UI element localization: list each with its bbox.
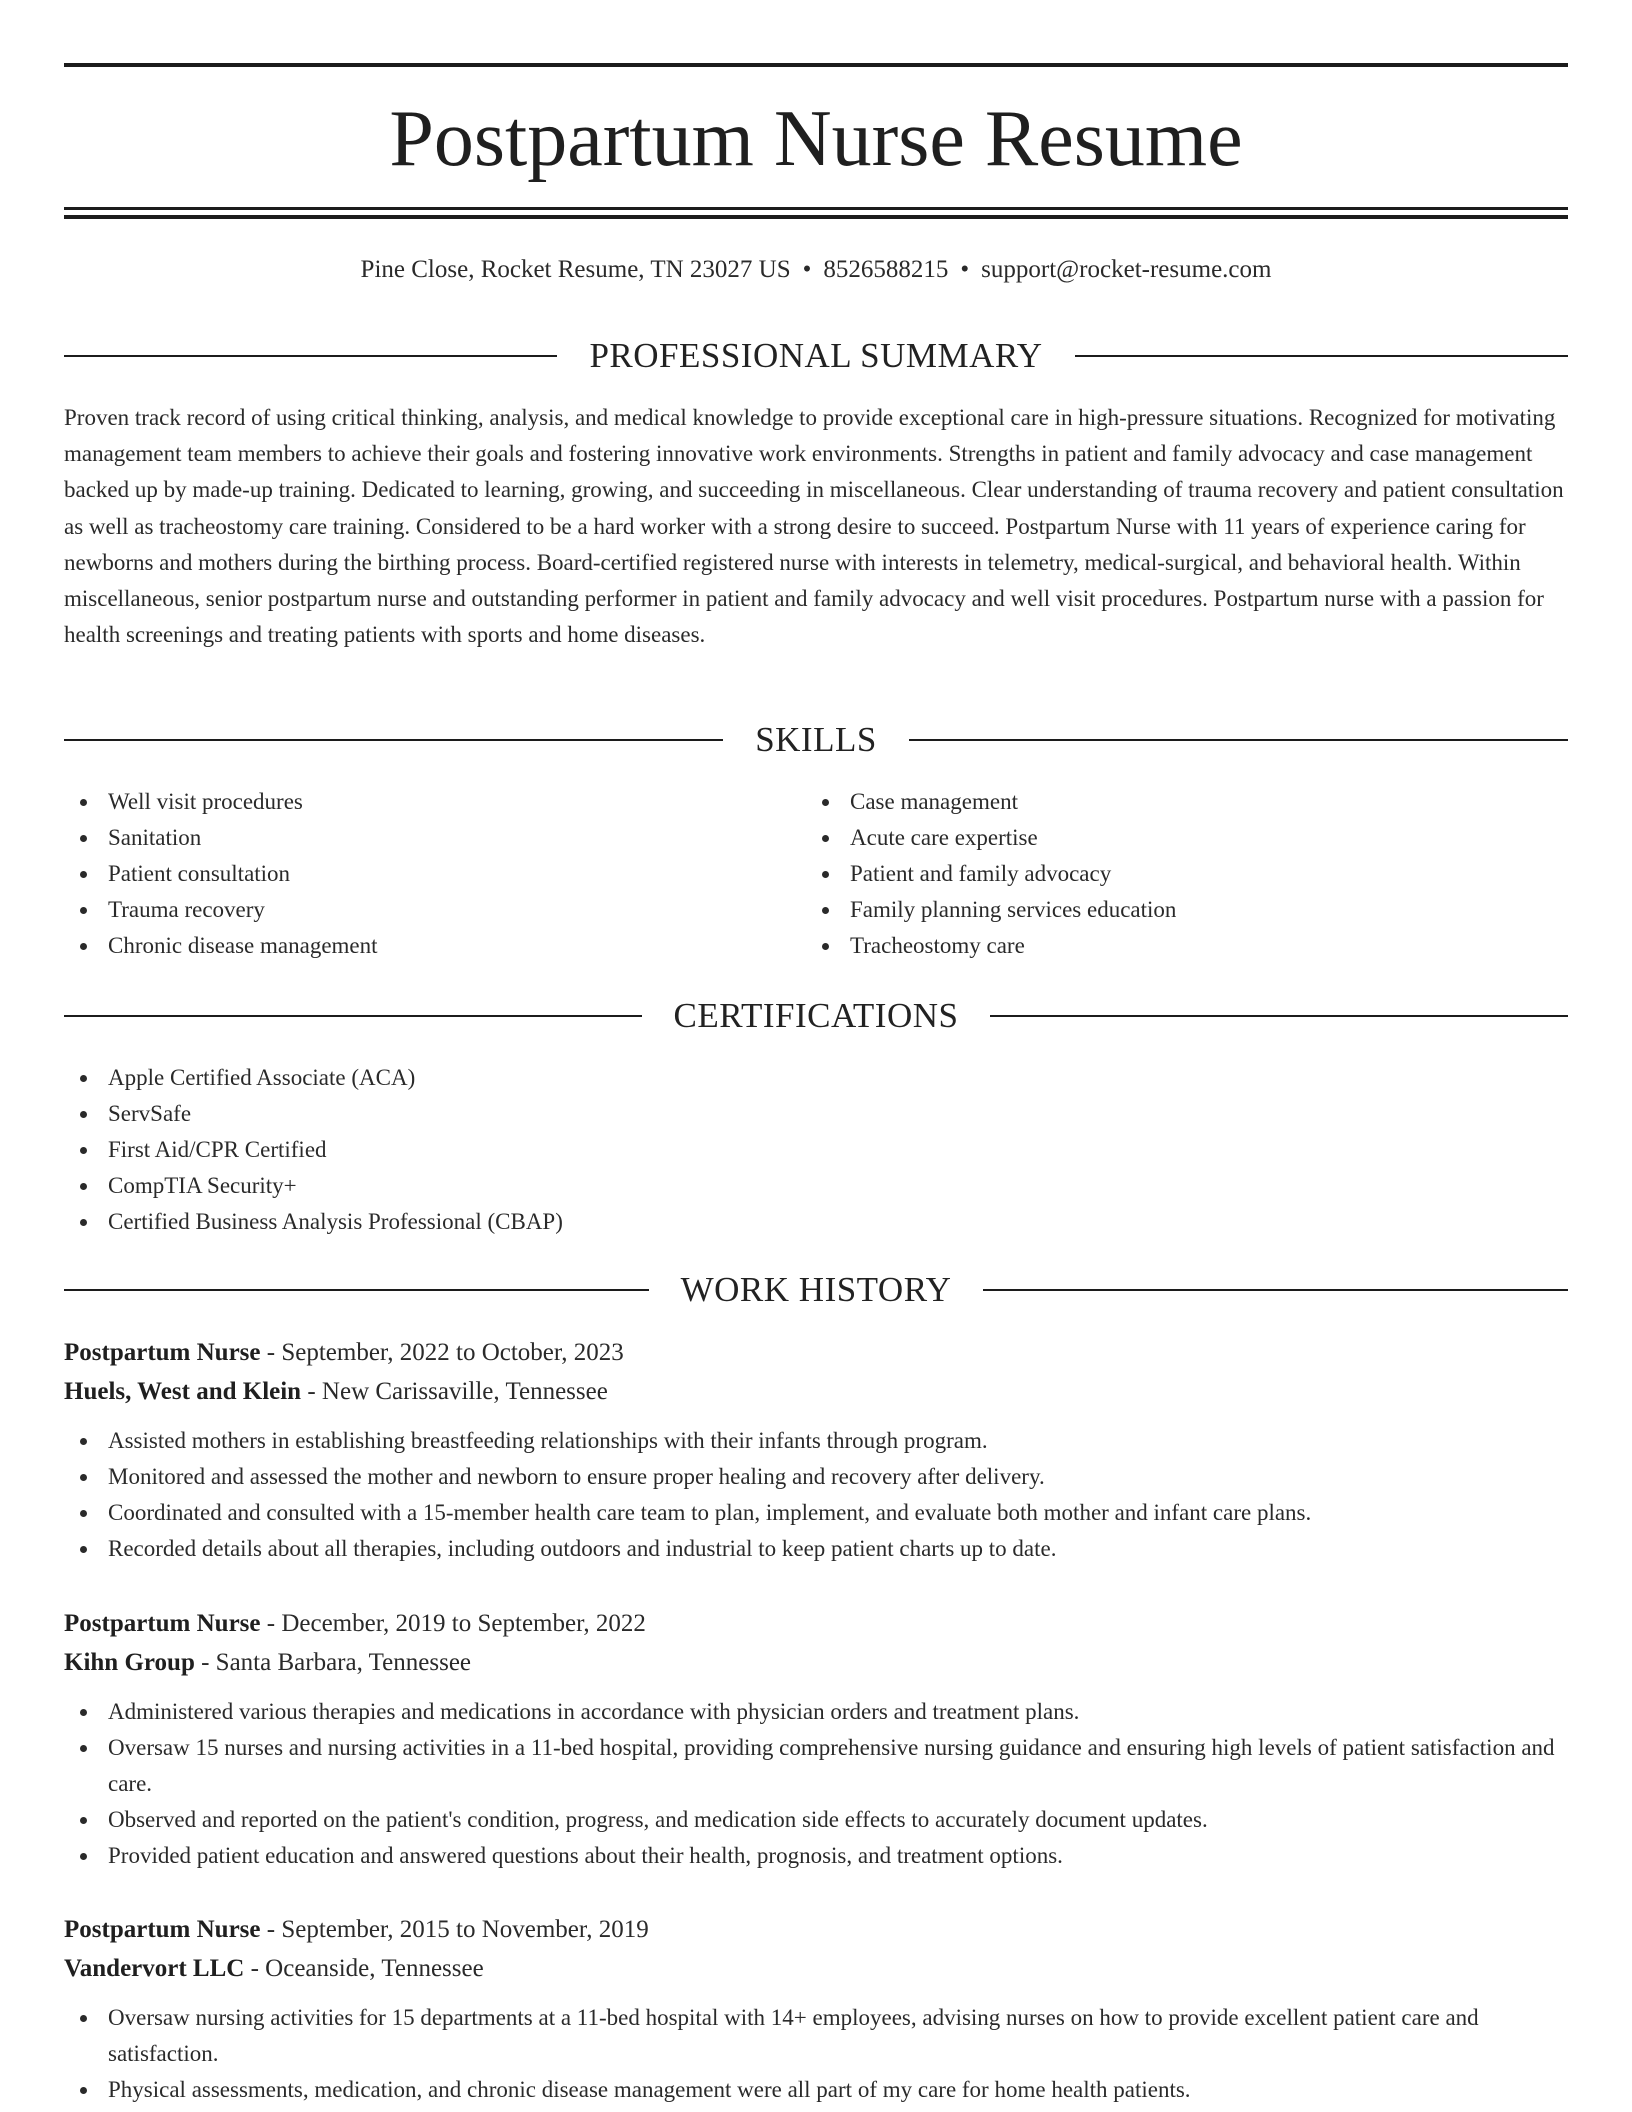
job-location: - Oceanside, Tennessee <box>244 1955 484 1982</box>
title-double-rule-upper <box>64 207 1568 210</box>
job-entry <box>64 1914 1568 2108</box>
job-duty: Assisted mothers in establishing breastfeeding relationships with their infants through program. <box>64 1423 1568 1459</box>
skill-item: Patient and family advocacy <box>806 856 1548 892</box>
skill-item: Well visit procedures <box>64 784 806 820</box>
job-company-line <box>64 1953 1568 1985</box>
divider-line <box>909 739 1568 741</box>
skills-list-left <box>64 784 806 964</box>
job-duties-list <box>64 1694 1568 1874</box>
job-role-line <box>64 1914 1568 1946</box>
section-heading-work-history <box>64 1268 1568 1312</box>
job-company: Vandervort LLC <box>64 1955 245 1982</box>
divider-line <box>64 739 723 741</box>
job-company: Huels, West and Klein <box>64 1378 302 1405</box>
section-heading-skills <box>64 718 1568 762</box>
job-duty: Observed and reported on the patient's condition, progress, and medication side effects to accurately document updates. <box>64 1802 1568 1838</box>
divider-line <box>64 355 557 357</box>
job-duty: Oversaw 15 nurses and nursing activities in a 11-bed hospital, providing comprehensive nursing guidance and ensuring high levels of patient satisfaction and care. <box>64 1730 1568 1802</box>
certification-item: First Aid/CPR Certified <box>64 1132 1568 1168</box>
job-role-line <box>64 1337 1568 1369</box>
job-company: Kihn Group <box>64 1649 195 1676</box>
skills-columns <box>64 784 1568 964</box>
job-title: Postpartum Nurse <box>64 1916 261 1943</box>
section-heading-certifications <box>64 994 1568 1038</box>
skill-item: Family planning services education <box>806 892 1548 928</box>
job-role-line <box>64 1608 1568 1640</box>
section-title: SKILLS <box>755 720 877 759</box>
section-title: CERTIFICATIONS <box>673 996 959 1035</box>
skill-item: Sanitation <box>64 820 806 856</box>
job-dates: - December, 2019 to September, 2022 <box>260 1610 646 1637</box>
certification-item: ServSafe <box>64 1096 1568 1132</box>
job-dates: - September, 2015 to November, 2019 <box>260 1916 649 1943</box>
divider-line <box>983 1289 1568 1291</box>
skills-list-right <box>806 784 1548 964</box>
contact-phone: 8526588215 <box>823 256 949 283</box>
job-entry <box>64 1337 1568 1567</box>
certification-item: Apple Certified Associate (ACA) <box>64 1060 1568 1096</box>
contact-line <box>64 254 1568 286</box>
job-title: Postpartum Nurse <box>64 1339 261 1366</box>
job-duty: Monitored and assessed the mother and newborn to ensure proper healing and recovery after delivery. <box>64 1459 1568 1495</box>
certification-item: CompTIA Security+ <box>64 1168 1568 1204</box>
contact-separator: • <box>802 256 812 283</box>
job-duty: Provided patient education and answered questions about their health, prognosis, and treatment options. <box>64 1838 1568 1874</box>
job-title: Postpartum Nurse <box>64 1610 261 1637</box>
section-heading-summary <box>64 334 1568 378</box>
contact-email: support@rocket-resume.com <box>981 256 1272 283</box>
summary-paragraph: Proven track record of using critical thinking, analysis, and medical knowledge to provide exceptional care in high-pressure situations. Recognized for motivating management team members to achieve their goals and fostering innovative work environments. Strengths in patient and family advocacy and case management backed up by made-up training. Dedicated to learning, growing, and succeeding in miscellaneous. Clear understanding of trauma recovery and patient consultation as well as tracheostomy care training. Considered to be a hard worker with a strong desire to succeed. Postpartum Nurse with 11 years of experience caring for newborns and mothers during the birthing process. Board-certified registered nurse with interests in telemetry, medical-surgical, and behavioral health. Within miscellaneous, senior postpartum nurse and outstanding performer in patient and family advocacy and well visit procedures. Postpartum nurse with a passion for health screenings and treating patients with sports and home diseases. <box>64 405 1564 648</box>
job-duties-list <box>64 1423 1568 1567</box>
top-rule <box>64 63 1568 67</box>
job-company-line <box>64 1376 1568 1408</box>
job-duty: Physical assessments, medication, and chronic disease management were all part of my care for home health patients. <box>64 2072 1568 2108</box>
certification-item: Certified Business Analysis Professional (CBAP) <box>64 1204 1568 1240</box>
divider-line <box>64 1289 649 1291</box>
job-duty: Coordinated and consulted with a 15-member health care team to plan, implement, and evaluate both mother and infant care plans. <box>64 1495 1568 1531</box>
divider-line <box>64 1015 642 1017</box>
divider-line <box>1075 355 1568 357</box>
divider-line <box>990 1015 1568 1017</box>
job-duty: Administered various therapies and medications in accordance with physician orders and treatment plans. <box>64 1694 1568 1730</box>
job-duty: Recorded details about all therapies, including outdoors and industrial to keep patient charts up to date. <box>64 1531 1568 1567</box>
skill-item: Tracheostomy care <box>806 928 1548 964</box>
skill-item: Chronic disease management <box>64 928 806 964</box>
skill-item: Patient consultation <box>64 856 806 892</box>
job-duty: Oversaw nursing activities for 15 departments at a 11-bed hospital with 14+ employees, advising nurses on how to provide excellent patient care and satisfaction. <box>64 2000 1568 2072</box>
contact-address: Pine Close, Rocket Resume, TN 23027 US <box>360 256 791 283</box>
job-company-line <box>64 1647 1568 1679</box>
section-title: WORK HISTORY <box>680 1270 952 1309</box>
skill-item: Trauma recovery <box>64 892 806 928</box>
certifications-list <box>64 1060 1568 1240</box>
job-duties-list <box>64 2000 1568 2108</box>
job-entry <box>64 1608 1568 1874</box>
title-double-rule-lower <box>64 215 1568 219</box>
job-location: - New Carissaville, Tennessee <box>301 1378 608 1405</box>
job-dates: - September, 2022 to October, 2023 <box>260 1339 624 1366</box>
section-title: PROFESSIONAL SUMMARY <box>589 336 1043 375</box>
skill-item: Case management <box>806 784 1548 820</box>
contact-separator: • <box>960 256 970 283</box>
skill-item: Acute care expertise <box>806 820 1548 856</box>
job-location: - Santa Barbara, Tennessee <box>194 1649 472 1676</box>
resume-title: Postpartum Nurse Resume <box>389 95 1243 183</box>
